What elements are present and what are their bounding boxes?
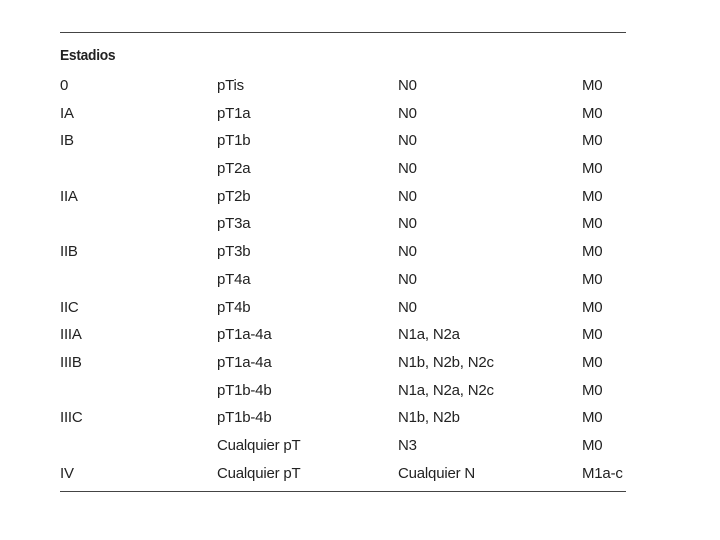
t-cell: pT1a-4a — [217, 353, 272, 371]
n-cell: N0 — [398, 132, 417, 150]
m-cell: M0 — [582, 436, 603, 454]
stage-cell: IIA — [60, 187, 78, 205]
n-cell: N0 — [398, 187, 417, 205]
t-cell: pT1b — [217, 132, 251, 150]
stage-cell: IA — [60, 104, 74, 122]
table-row — [60, 434, 626, 462]
m-cell: M0 — [582, 132, 603, 150]
t-cell: pT1b-4b — [217, 381, 272, 399]
m-cell: M0 — [582, 187, 603, 205]
t-cell: pTis — [217, 77, 244, 94]
table-header: Estadios — [60, 47, 116, 64]
n-cell: N0 — [398, 298, 417, 316]
t-cell: pT1a — [217, 104, 251, 122]
stage-cell: IV — [60, 464, 74, 482]
stage-cell: IIIC — [60, 409, 83, 427]
n-cell: N1b, N2b — [398, 409, 460, 427]
n-cell: N3 — [398, 436, 417, 454]
stage-cell: IIIB — [60, 353, 82, 371]
t-cell: Cualquier pT — [217, 436, 301, 454]
staging-table — [60, 32, 626, 492]
t-cell: pT3b — [217, 243, 251, 261]
table-row — [60, 351, 626, 379]
t-cell: pT4a — [217, 270, 251, 288]
n-cell: N0 — [398, 77, 417, 94]
table-row — [60, 240, 626, 268]
n-cell: N0 — [398, 160, 417, 178]
table-row — [60, 212, 626, 240]
n-cell: N1a, N2a, N2c — [398, 381, 494, 399]
t-cell: pT1a-4a — [217, 326, 272, 344]
m-cell: M0 — [582, 270, 603, 288]
bottom-rule — [60, 491, 626, 492]
stage-cell: IIC — [60, 298, 79, 316]
m-cell: M0 — [582, 215, 603, 233]
table-row — [60, 102, 626, 130]
t-cell: pT3a — [217, 215, 251, 233]
table-row — [60, 462, 626, 490]
stage-cell: IB — [60, 132, 74, 150]
table-row — [60, 406, 626, 434]
table-row — [60, 129, 626, 157]
n-cell: N0 — [398, 243, 417, 261]
m-cell: M0 — [582, 353, 603, 371]
stage-cell: 0 — [60, 77, 69, 94]
m-cell: M0 — [582, 326, 603, 344]
table-row — [60, 157, 626, 185]
t-cell: pT2a — [217, 160, 251, 178]
m-cell: M0 — [582, 381, 603, 399]
t-cell: Cualquier pT — [217, 464, 301, 482]
table-row — [60, 379, 626, 407]
table-row — [60, 74, 626, 102]
stage-cell: IIIA — [60, 326, 82, 344]
n-cell: N1b, N2b, N2c — [398, 353, 494, 371]
m-cell: M0 — [582, 104, 603, 122]
stage-cell: IIB — [60, 243, 78, 261]
m-cell: M0 — [582, 409, 603, 427]
t-cell: pT2b — [217, 187, 251, 205]
n-cell: N0 — [398, 215, 417, 233]
table-row — [60, 185, 626, 213]
table-row — [60, 296, 626, 324]
table-row — [60, 268, 626, 296]
m-cell: M1a-c — [582, 464, 623, 482]
t-cell: pT1b-4b — [217, 409, 272, 427]
m-cell: M0 — [582, 298, 603, 316]
m-cell: M0 — [582, 77, 603, 94]
t-cell: pT4b — [217, 298, 251, 316]
n-cell: Cualquier N — [398, 464, 476, 482]
m-cell: M0 — [582, 160, 603, 178]
n-cell: N0 — [398, 270, 417, 288]
n-cell: N1a, N2a — [398, 326, 460, 344]
table-row — [60, 323, 626, 351]
m-cell: M0 — [582, 243, 603, 261]
n-cell: N0 — [398, 104, 417, 122]
